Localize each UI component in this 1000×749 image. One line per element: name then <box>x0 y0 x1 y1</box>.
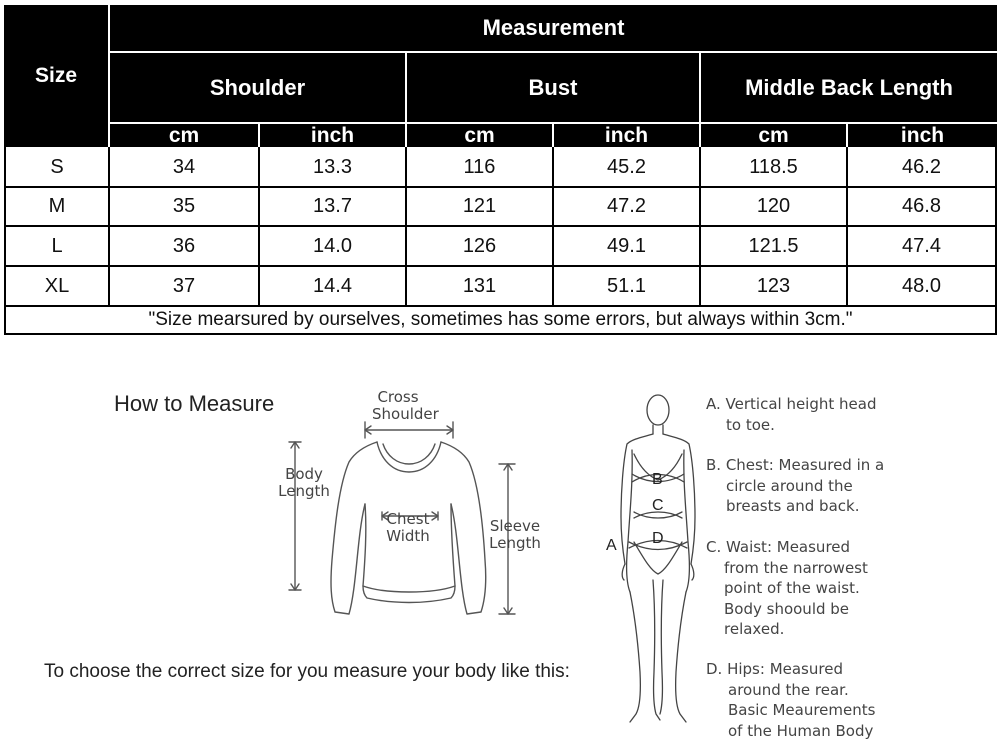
unit-header <box>260 124 405 147</box>
unit-label: cm <box>758 123 789 147</box>
unit-header <box>554 124 699 147</box>
how-to-measure-title: How to Measure <box>114 391 275 416</box>
table-cell: 45.2 <box>607 155 646 178</box>
note-line: from the narrowest <box>724 558 868 577</box>
label-line: Length <box>278 482 330 500</box>
choose-size-instruction: To choose the correct size for you measure your body like this: <box>44 661 570 682</box>
group-label: Middle Back Length <box>745 74 953 100</box>
table-cell: 13.3 <box>313 155 352 178</box>
size-header-label: Size <box>34 64 78 87</box>
table-cell: 121.5 <box>748 234 799 257</box>
note-line: C. Waist: Measured <box>706 538 851 556</box>
size-chart-table <box>4 5 997 335</box>
table-cell: 120 <box>756 195 791 217</box>
note-d <box>706 659 875 741</box>
table-cell: 14.0 <box>313 234 352 257</box>
table-cell: 121 <box>462 195 497 217</box>
size-cell: L <box>51 234 63 257</box>
group-header-shoulder <box>110 53 405 122</box>
group-label: Bust <box>528 74 578 100</box>
table-cell: 47.4 <box>902 234 941 257</box>
unit-label: inch <box>604 123 649 147</box>
unit-header <box>110 124 258 147</box>
note-b <box>706 455 884 517</box>
table-cell: 47.2 <box>607 195 646 217</box>
unit-header <box>407 124 552 147</box>
unit-label: cm <box>168 123 200 147</box>
note-line: to toe. <box>726 415 775 434</box>
unit-header <box>848 124 997 147</box>
label-line: Shoulder <box>372 405 439 423</box>
size-header <box>4 5 108 147</box>
note-line: circle around the <box>726 476 853 495</box>
group-header-middle-back-length <box>701 53 997 122</box>
body-letter-a: A <box>606 537 617 554</box>
table-footnote: "Size mearsured by ourselves, sometimes has some errors, but always within 3cm." <box>148 309 853 330</box>
unit-header <box>701 124 846 147</box>
body-figure-illustration <box>608 392 718 742</box>
body-letter-d: D <box>652 530 664 547</box>
note-line: Basic Meaurements <box>728 701 876 719</box>
table-cell: 14.4 <box>313 274 352 297</box>
table-cell: 131 <box>462 274 497 297</box>
label-line: Chest <box>386 510 430 528</box>
note-line: of the Human Body <box>728 721 874 740</box>
note-line: around the rear. <box>728 680 849 699</box>
size-cell: M <box>48 195 66 217</box>
note-line: A. Vertical height head <box>706 395 877 413</box>
table-cell: 46.8 <box>902 195 941 217</box>
unit-label: cm <box>464 123 495 147</box>
measurement-header-label: Measurement <box>482 15 625 40</box>
table-cell: 36 <box>172 234 196 257</box>
note-line: D. Hips: Measured <box>706 660 843 678</box>
table-cell: 49.1 <box>607 234 646 257</box>
table-cell: 35 <box>172 195 196 217</box>
body-letter-b: B <box>652 471 663 488</box>
note-line: B. Chest: Measured in a <box>706 456 885 474</box>
group-header-bust <box>407 53 699 122</box>
measurement-header <box>110 5 997 51</box>
table-cell: 46.2 <box>902 155 941 178</box>
note-line: relaxed. <box>724 620 785 638</box>
table-cell: 116 <box>463 155 496 178</box>
note-line: Body shoould be <box>724 599 850 618</box>
note-line: breasts and back. <box>726 497 860 515</box>
group-label: Shoulder <box>209 74 306 100</box>
table-cell: 51.1 <box>607 274 646 297</box>
label-line: Cross <box>377 388 419 406</box>
table-cell: 48.0 <box>902 274 941 297</box>
unit-label: inch <box>900 123 945 147</box>
cross-shoulder-label <box>372 388 439 423</box>
sleeve-length-label <box>486 518 544 552</box>
label-line: Sleeve <box>489 517 541 535</box>
note-a <box>706 394 876 435</box>
table-cell: 126 <box>462 234 497 257</box>
body-length-label <box>276 466 332 500</box>
label-line: Width <box>386 527 430 545</box>
note-c <box>706 537 868 640</box>
table-cell: 37 <box>172 274 196 297</box>
garment-illustration <box>285 390 525 620</box>
unit-label: inch <box>310 123 355 147</box>
size-cell: XL <box>44 274 70 297</box>
table-cell: 34 <box>172 155 196 178</box>
chest-width-label <box>382 511 434 545</box>
size-cell: S <box>50 155 64 178</box>
label-line: Body <box>285 465 323 483</box>
table-cell: 123 <box>756 274 791 297</box>
table-cell: 13.7 <box>313 195 352 217</box>
note-line: point of the waist. <box>724 579 860 597</box>
table-cell: 118.5 <box>749 155 798 178</box>
body-letter-c: C <box>652 497 664 514</box>
label-line: Length <box>489 534 541 552</box>
